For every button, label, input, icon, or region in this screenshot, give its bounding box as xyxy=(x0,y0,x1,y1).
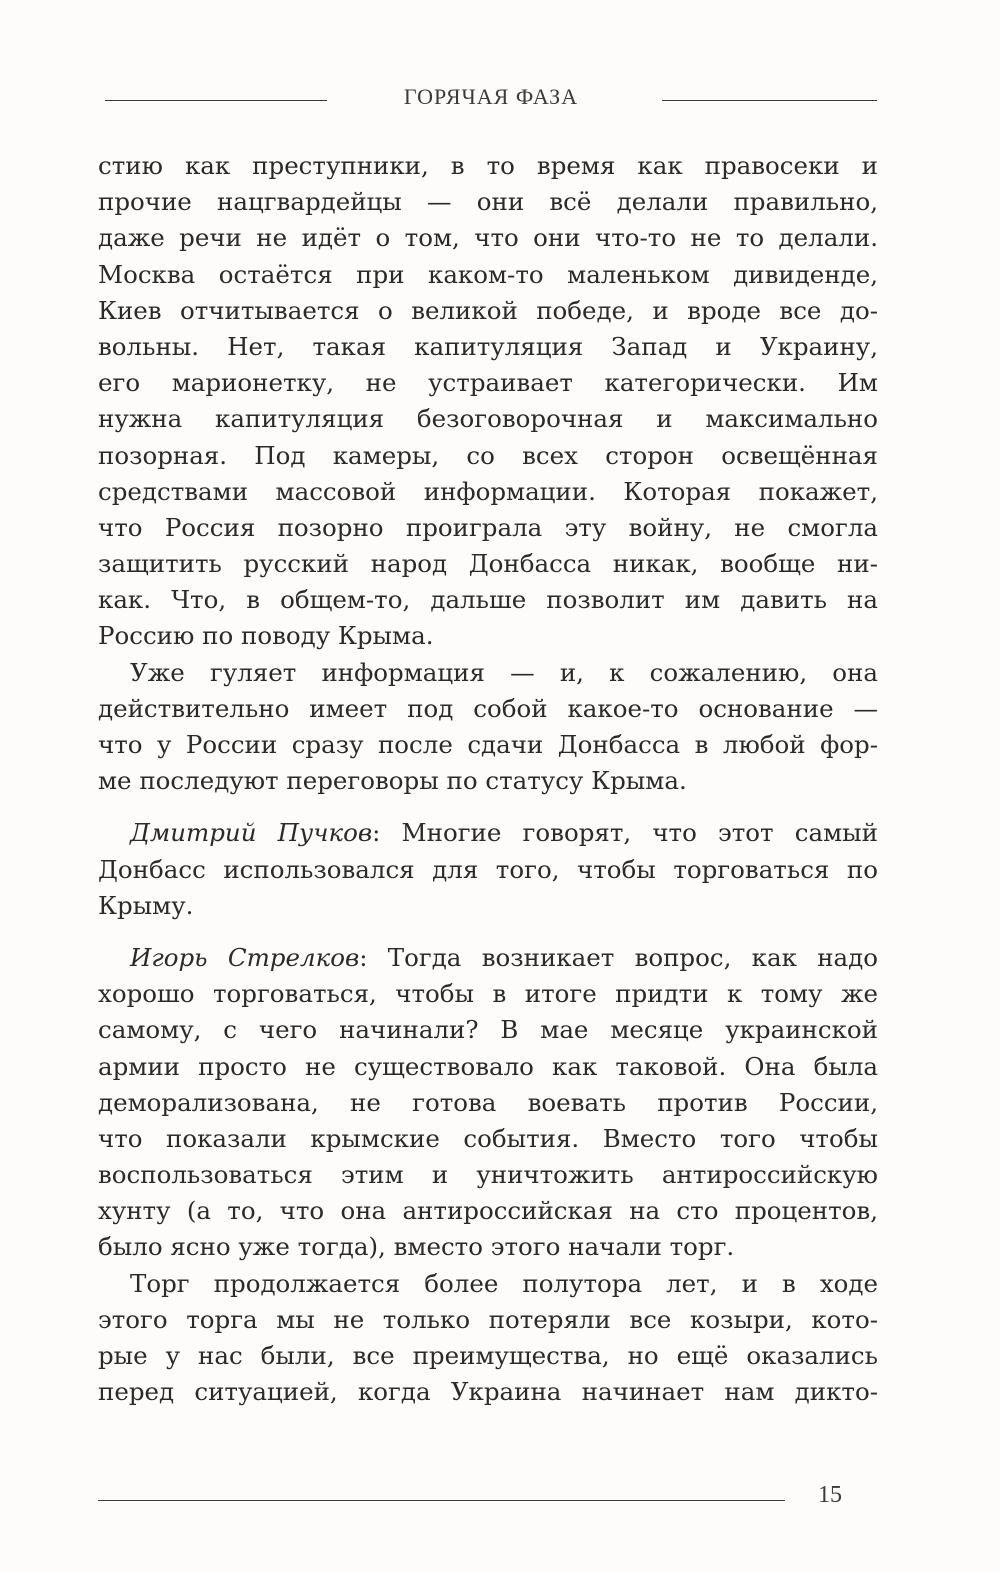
paragraph xyxy=(98,1266,878,1411)
text-line: деморализована, не готова воевать против России, xyxy=(98,1087,878,1117)
text-line: прочие нацгвардейцы — они всё делали правильно, xyxy=(98,187,878,217)
text-line: армии просто не существовало как таковой. Она была xyxy=(98,1051,878,1081)
text-line xyxy=(98,815,878,851)
body-text xyxy=(98,148,878,1410)
text-line: что Россия позорно проиграла эту войну, не смогла xyxy=(98,512,878,542)
text-line: защитить русский народ Донбасса никак, вообще ни- xyxy=(98,549,878,579)
speech-text: : Тогда возникает вопрос, как надо xyxy=(359,942,878,972)
text-line: самому, с чего начинали? В мае месяце украинской xyxy=(98,1015,878,1045)
text-line: позорная. Под камеры, со всех сторон освещённая xyxy=(98,440,878,470)
text-line: средствами массовой информации. Которая покажет, xyxy=(98,476,878,506)
text-line: перед ситуацией, когда Украина начинает нам дикто- xyxy=(98,1377,878,1407)
paragraph xyxy=(98,655,878,800)
speech-text: : Многие говорят, что этот самый xyxy=(372,818,878,848)
paragraph xyxy=(98,148,878,655)
text-line: его марионетку, не устраивает категорически. Им xyxy=(98,368,878,398)
speaker-name: Дмитрий Пучков xyxy=(130,818,373,848)
page-number: 15 xyxy=(818,1482,842,1508)
text-line: воспользоваться этим и уничтожить антироссийскую xyxy=(98,1160,878,1190)
text-line: Крыму. xyxy=(98,890,194,920)
text-line: Россию по поводу Крыма. xyxy=(98,621,434,651)
text-line: Донбасс использовался для того, чтобы торговаться по xyxy=(98,854,878,884)
text-line: Уже гуляет информация — и, к сожалению, она xyxy=(130,657,878,687)
text-line: Москва остаётся при каком-то маленьком дивиденде, xyxy=(98,259,878,289)
running-header-title: ГОРЯЧАЯ ФАЗА xyxy=(403,84,579,109)
text-line: Торг продолжается более полутора лет, и в ходе xyxy=(130,1268,878,1298)
text-line: рые у нас были, все преимущества, но ещё оказались xyxy=(98,1341,878,1370)
paragraph-gap xyxy=(98,799,878,815)
text-line xyxy=(98,940,878,976)
text-line: было ясно уже тогда), вместо этого начали торг. xyxy=(98,1232,735,1262)
text-line: что показали крымские события. Вместо того чтобы xyxy=(98,1123,878,1153)
text-line: как. Что, в общем-то, дальше позволит им давить на xyxy=(98,585,878,615)
text-line: этого торга мы не только потеряли все козыри, кото- xyxy=(98,1304,878,1334)
text-line: нужна капитуляция безоговорочная и максимально xyxy=(98,404,878,434)
footer-rule xyxy=(98,1500,785,1501)
text-line: Киев отчитывается о великой победе, и вроде все до- xyxy=(98,295,878,325)
header-rule-right xyxy=(662,100,877,101)
text-line: что у России сразу после сдачи Донбасса в любой фор- xyxy=(98,730,878,759)
running-header xyxy=(105,84,877,114)
text-line: даже речи не идёт о том, что они что-то не то делали. xyxy=(98,223,878,253)
dialogue-paragraph xyxy=(98,815,878,924)
speaker-name: Игорь Стрелков xyxy=(130,942,360,972)
text-line: стию как преступники, в то время как правосеки и xyxy=(98,151,878,180)
dialogue-paragraph xyxy=(98,940,878,1266)
text-line: хунту (а то, что она антироссийская на сто процентов, xyxy=(98,1196,878,1226)
text-line: ме последуют переговоры по статусу Крыма. xyxy=(98,766,687,796)
paragraph-gap xyxy=(98,924,878,940)
text-line: действительно имеет под собой какое-то основание — xyxy=(98,693,878,723)
text-line: хорошо торговаться, чтобы в итоге придти к тому же xyxy=(98,979,878,1009)
text-line: вольны. Нет, такая капитуляция Запад и Украину, xyxy=(98,331,878,361)
